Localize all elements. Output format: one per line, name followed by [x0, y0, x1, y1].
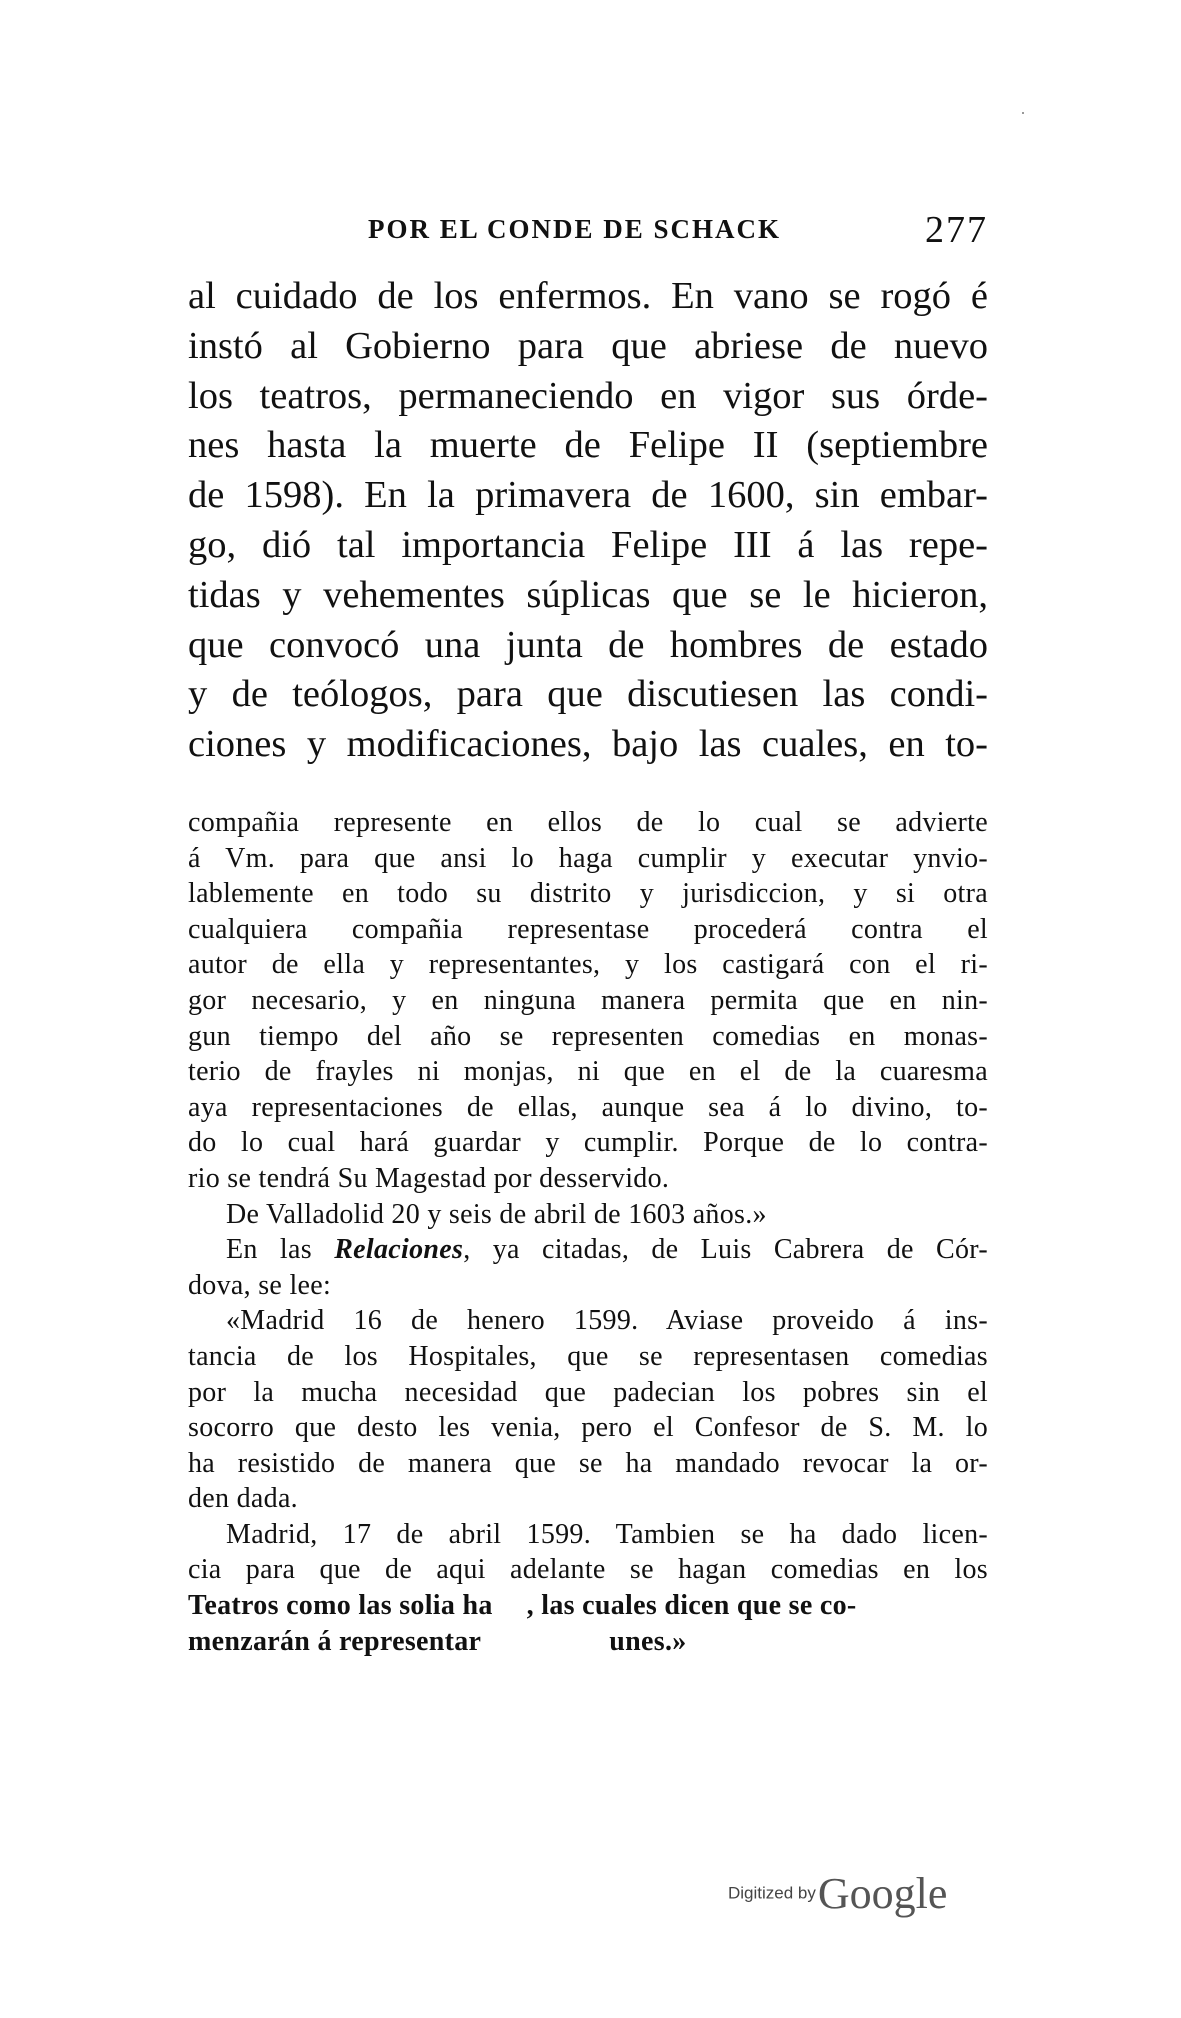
main-text-line: de 1598). En la primavera de 1600, sin embar-	[188, 474, 988, 517]
footnote-line: terio de frayles ni monjas, ni que en el de la cuaresma	[188, 1056, 988, 1088]
footnote-line: compañia represente en ellos de lo cual se advierte	[188, 807, 988, 838]
footnote-block	[188, 805, 988, 1659]
main-text-line: al cuidado de los enfermos. En vano se rogó é	[188, 275, 988, 317]
quote-fragment: Teatros como las solia ha	[188, 1590, 493, 1622]
main-text-line: go, dió tal importancia Felipe III á las repe-	[188, 523, 988, 566]
relaciones-line	[188, 1232, 988, 1268]
main-text-line: instó al Gobierno para que abriese de nuevo	[188, 324, 988, 367]
relaciones-prefix: En las	[226, 1234, 312, 1266]
footnote-line: cualquiera compañia representase procederá contra el	[188, 913, 988, 945]
quote-line: ha resistido de manera que se ha mandado revocar la or-	[188, 1447, 988, 1479]
footnote-line: gun tiempo del año se representen comedias en monas-	[188, 1020, 988, 1052]
quote-line: den dada.	[188, 1483, 298, 1515]
relaciones-line-2: dova, se lee:	[188, 1269, 332, 1301]
running-title: POR EL CONDE DE SCHACK	[368, 214, 782, 244]
quote-line: Madrid, 17 de abril 1599. Tambien se ha dado licen-	[226, 1518, 988, 1550]
relaciones-suffix: , ya citadas, de Luis Cabrera de Cór-	[463, 1234, 988, 1266]
footnote-line: aya representaciones de ellas, aunque sea á lo divino, to-	[188, 1091, 988, 1123]
quote-fragment: unes.»	[609, 1625, 687, 1657]
footnote-line: rio se tendrá Su Magestad por desservido.	[188, 1162, 670, 1194]
footnote-line: á Vm. para que ansi lo haga cumplir y executar ynvio-	[188, 842, 988, 874]
relaciones-title: Relaciones	[334, 1234, 464, 1266]
quote-line: por la mucha necesidad que padecian los pobres sin el	[188, 1376, 988, 1408]
main-text-line: los teatros, permaneciendo en vigor sus órde-	[188, 374, 988, 417]
digitized-by-google-watermark	[728, 1868, 988, 1928]
quote-fragment: , las cuales dicen que se co-	[526, 1590, 857, 1622]
quote-line	[188, 1624, 988, 1660]
footnote-line: autor de ella y representantes, y los castigará con el ri-	[188, 949, 988, 981]
quote-fragment: menzarán á representar	[188, 1625, 482, 1657]
page-header	[188, 208, 988, 258]
scan-speck	[1022, 112, 1024, 114]
quote-line: socorro que desto les venia, pero el Confesor de S. M. lo	[188, 1412, 988, 1444]
footnote-line: lablemente en todo su distrito y jurisdiccion, y si otra	[188, 878, 988, 910]
main-text-line: que convocó una junta de hombres de estado	[188, 623, 988, 666]
quote-line: tancia de los Hospitales, que se representasen comedias	[188, 1340, 988, 1372]
main-text-line: y de teólogos, para que discutiesen las condi-	[188, 673, 988, 716]
main-text-block	[188, 272, 988, 770]
page-number: 277	[925, 209, 988, 251]
main-text-line: nes hasta la muerte de Felipe II (septiembre	[188, 424, 988, 467]
date-line: De Valladolid 20 y seis de abril de 1603 años.»	[226, 1198, 767, 1230]
quote-line: cia para que de aqui adelante se hagan comedias en los	[188, 1554, 988, 1586]
main-text-line: ciones y modificaciones, bajo las cuales, en to-	[188, 723, 988, 766]
quote-line	[188, 1588, 988, 1624]
footnote-line: do lo cual hará guardar y cumplir. Porque de lo contra-	[188, 1127, 988, 1159]
watermark-prefix: Digitized by	[728, 1883, 816, 1903]
google-logo: Google	[817, 1869, 948, 1918]
main-text-line: tidas y vehementes súplicas que se le hicieron,	[188, 573, 988, 616]
footnote-line: gor necesario, y en ninguna manera permita que en nin-	[188, 984, 988, 1016]
quote-line: «Madrid 16 de henero 1599. Aviase proveido á ins-	[226, 1305, 988, 1337]
